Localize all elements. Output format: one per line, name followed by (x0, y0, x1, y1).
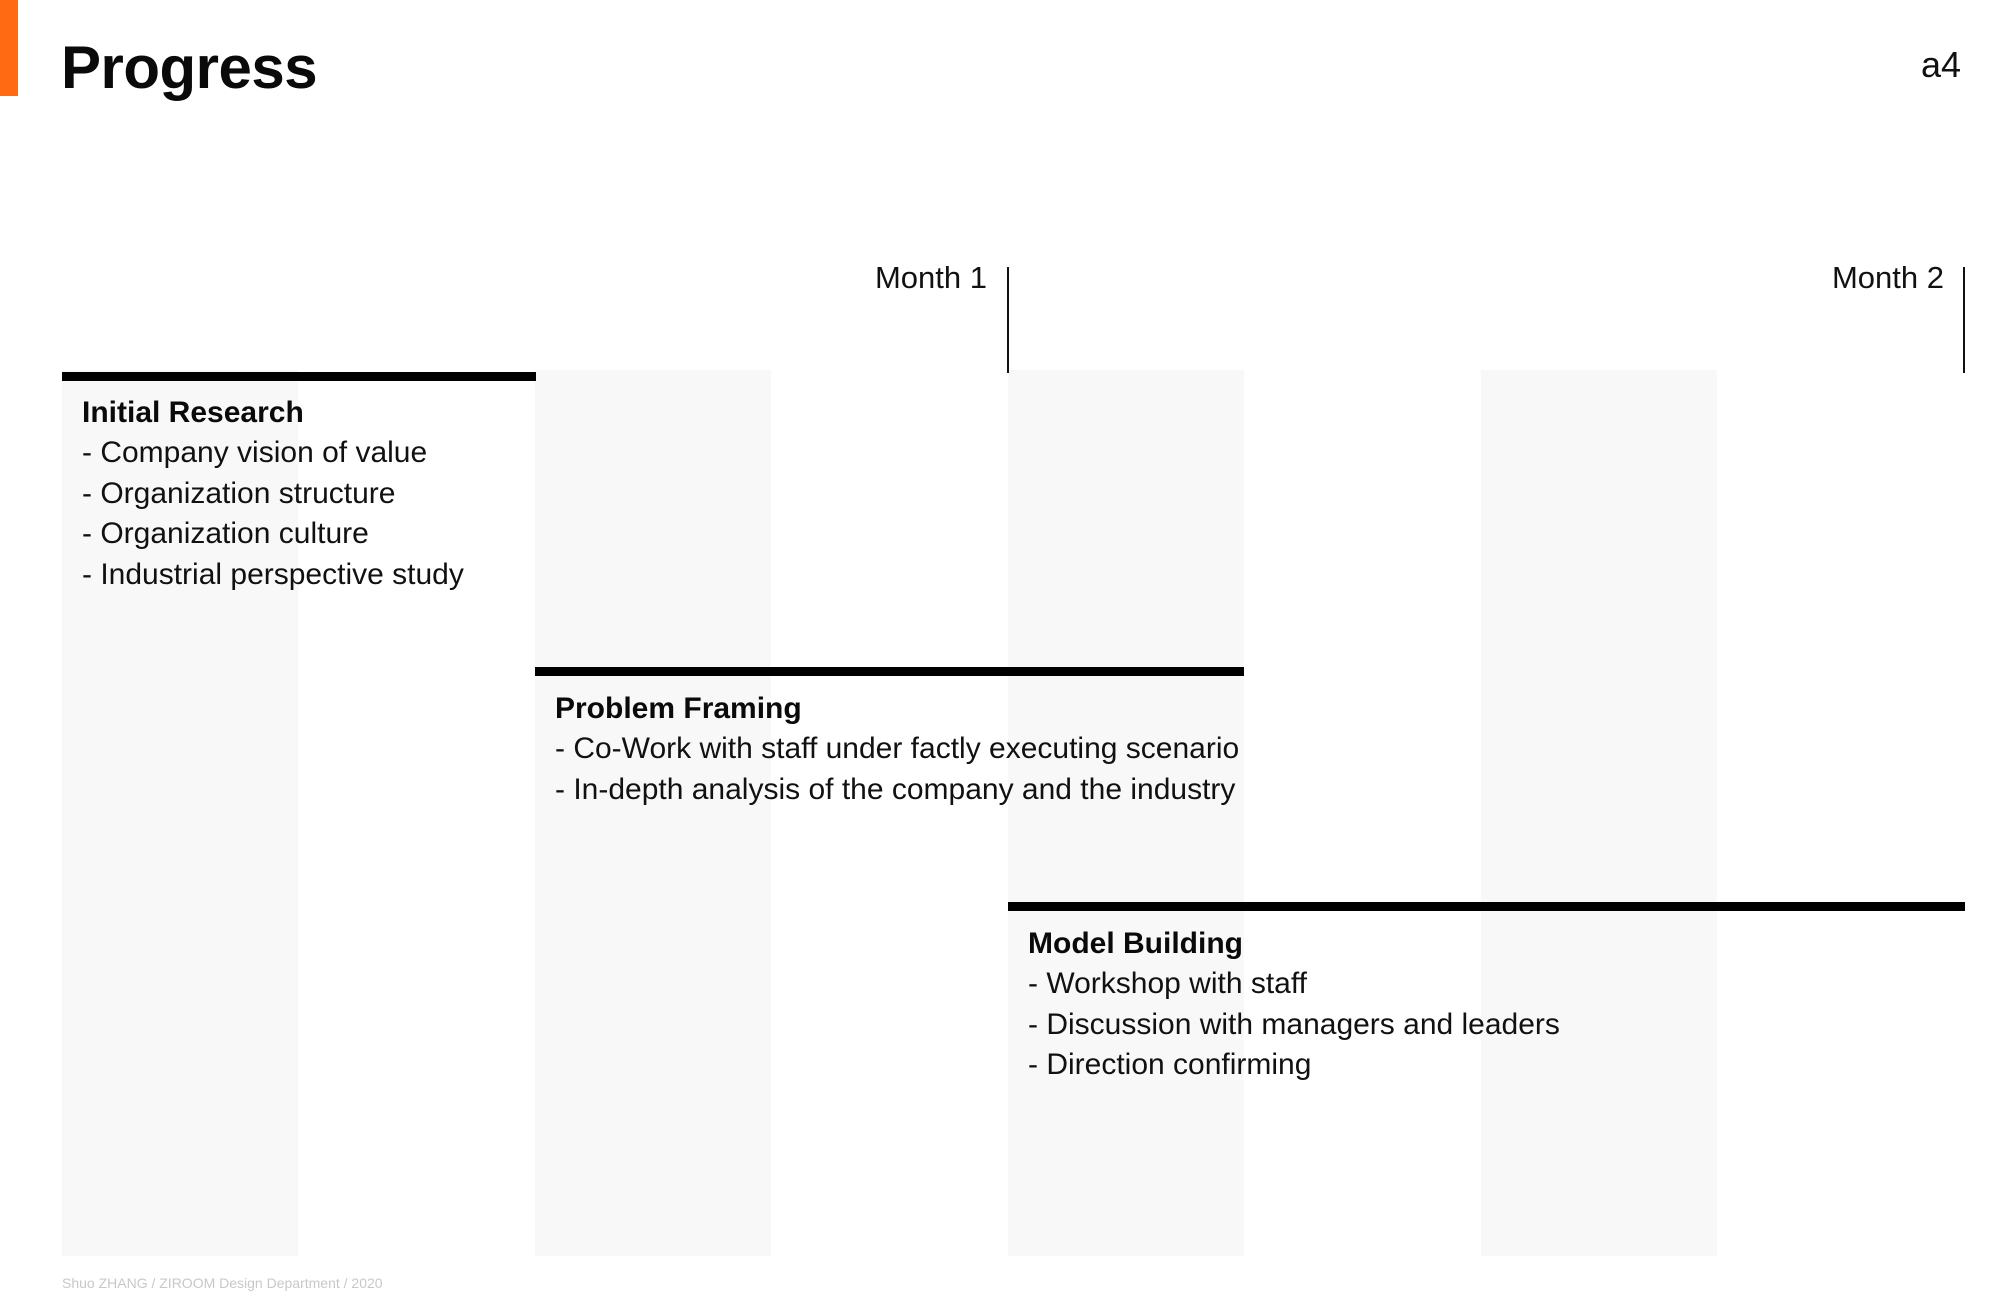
timeline-column-2 (535, 370, 771, 1256)
phase-item-list (82, 433, 464, 595)
phase-title: Problem Framing (555, 692, 802, 725)
list-item: - Workshop with staff (1028, 967, 1307, 1000)
page-title: Progress (61, 34, 318, 101)
list-item: - Company vision of value (82, 436, 428, 469)
phase-bar-model-building (1008, 902, 1965, 911)
footer-credit: Shuo ZHANG / ZIROOM Design Department / 2020 (62, 1275, 383, 1291)
phase-model-building (1028, 924, 1560, 1086)
phase-item-list (555, 729, 1239, 810)
month-2-label: Month 2 (1831, 260, 1944, 295)
list-item: - In-depth analysis of the company and the industry (555, 772, 1236, 806)
list-item: - Direction confirming (1028, 1048, 1312, 1081)
list-item: - Discussion with managers and leaders (1028, 1007, 1560, 1041)
timeline-column-4 (1481, 370, 1717, 1256)
phase-bar-problem-framing (535, 667, 1244, 676)
list-item: - Organization culture (82, 517, 369, 550)
page-label: a4 (1920, 44, 1961, 85)
phase-title: Model Building (1028, 927, 1243, 960)
phase-title: Initial Research (82, 396, 304, 429)
list-item: - Co-Work with staff under factly executing scenario (555, 732, 1240, 765)
month-2-tick (1963, 267, 1965, 373)
list-item: - Organization structure (82, 476, 396, 510)
phase-initial-research (82, 393, 464, 595)
accent-bar (0, 0, 18, 96)
timeline-column-3 (1008, 370, 1244, 1256)
list-item: - Industrial perspective study (82, 557, 464, 591)
month-1-tick (1007, 267, 1009, 373)
phase-item-list (1028, 964, 1560, 1086)
phase-problem-framing (555, 689, 1239, 810)
phase-bar-initial-research (62, 372, 536, 381)
month-1-label: Month 1 (874, 260, 987, 295)
